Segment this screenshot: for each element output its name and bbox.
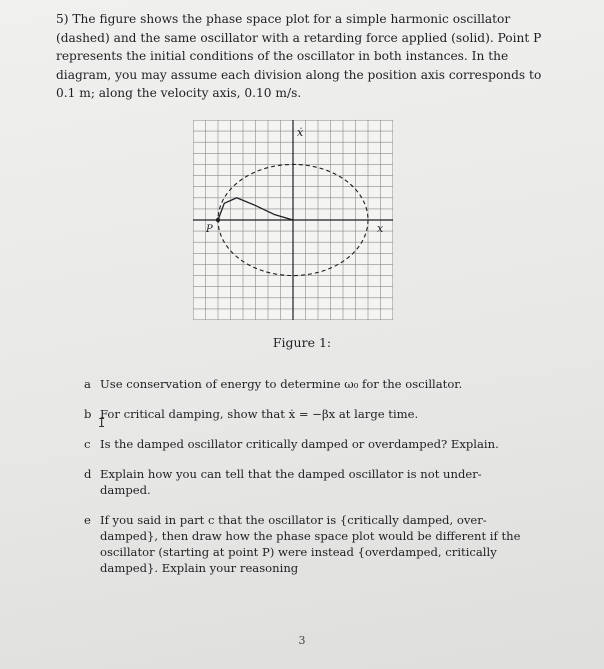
question-part-c xyxy=(84,436,524,452)
question-part-a xyxy=(84,376,524,392)
page-number: 3 xyxy=(298,634,306,647)
problem-intro-text: The figure shows the phase space plot for a simple harmonic oscillator (dashed) and the same oscillator with a retarding force applied (solid). Point P represents the initial conditions of the oscillator in both instances. In the diagram, you may assume each division along the position axis corresponds to 0.1 m; along the velocity axis, 0.10 m/s. xyxy=(56,12,542,100)
question-parts xyxy=(84,376,524,590)
phase-space-plot xyxy=(193,120,393,320)
point-p-label: P xyxy=(206,224,213,235)
part-text: Is the damped oscillator critically damped or overdamped? Explain. xyxy=(100,437,499,451)
question-part-d xyxy=(84,466,524,498)
part-text: Explain how you can tell that the damped oscillator is not under-damped. xyxy=(100,467,482,497)
part-text: For critical damping, show that ẋ = −βx at large time. xyxy=(100,407,419,421)
x-axis-label: x xyxy=(377,222,384,235)
part-letter: a xyxy=(84,377,91,391)
part-text: If you said in part c that the oscillator is {critically damped, over-damped}, then draw how the phase space plot would be different if the oscillator (starting at point P) were instead {overdamped, critically damped}. Explain your reasoning xyxy=(100,513,521,575)
figure-caption: Figure 1: xyxy=(272,335,332,350)
text-cursor-icon: I xyxy=(98,416,106,430)
phase-space-figure xyxy=(193,120,393,320)
part-letter: b xyxy=(84,407,92,421)
point-p-marker xyxy=(216,218,220,222)
problem-number: 5) xyxy=(56,12,69,26)
part-letter: e xyxy=(84,513,91,527)
part-letter: d xyxy=(84,467,92,481)
part-letter: c xyxy=(84,437,91,451)
question-part-b xyxy=(84,406,524,422)
y-axis-label: ẋ xyxy=(297,126,304,139)
question-part-e xyxy=(84,512,524,576)
problem-statement xyxy=(56,10,542,103)
part-text: Use conservation of energy to determine ω₀ for the oscillator. xyxy=(100,377,463,391)
